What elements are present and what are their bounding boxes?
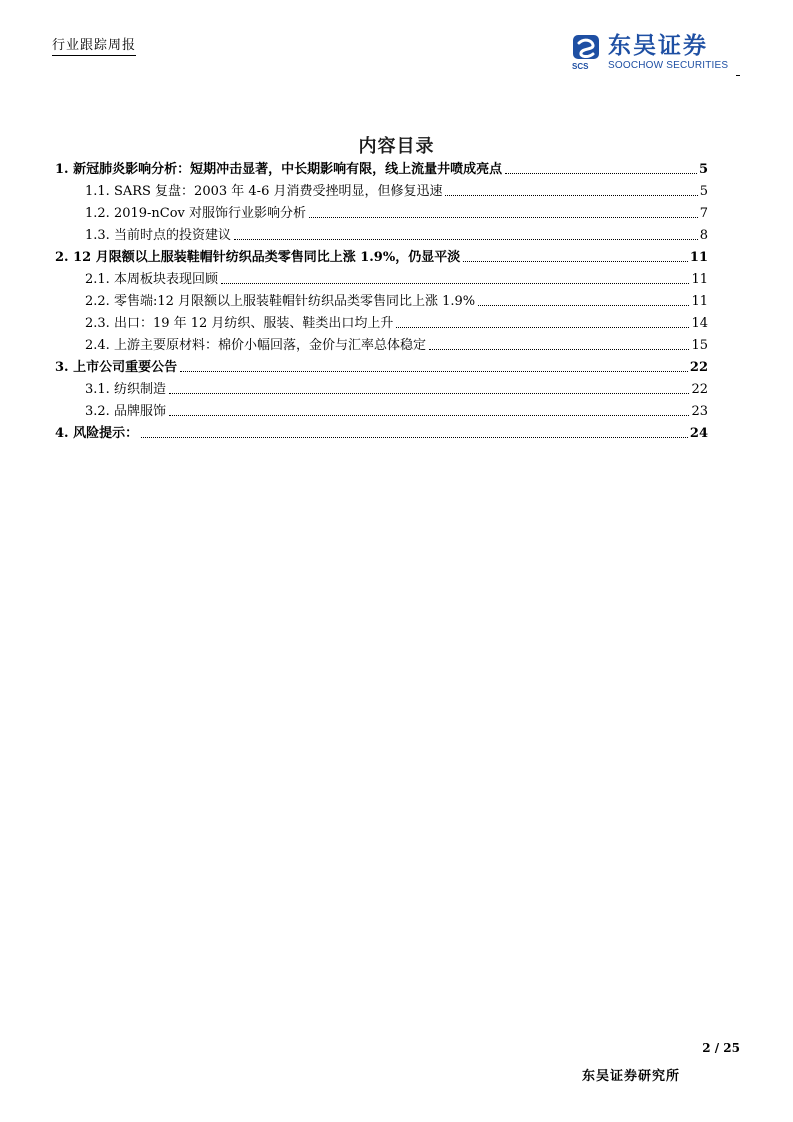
toc-entry[interactable] — [85, 271, 708, 288]
toc-entry[interactable] — [85, 315, 708, 332]
toc-entry-page: 5 — [699, 184, 708, 199]
toc-leader-dots — [463, 261, 688, 262]
toc-entry-page: 15 — [691, 338, 708, 353]
toc-leader-dots — [309, 217, 698, 218]
toc-entry[interactable] — [55, 161, 708, 178]
toc-entry-label: 2.1. 本周板块表现回顾 — [85, 272, 218, 287]
toc-entry[interactable] — [55, 359, 708, 376]
toc-entry-page: 14 — [691, 316, 708, 331]
page-indicator: 2 / 25 — [702, 1041, 740, 1055]
toc-entry-page: 5 — [698, 162, 708, 177]
toc-entry-label: 1.2. 2019-nCov 对服饰行业影响分析 — [85, 206, 307, 221]
toc-entry-page: 11 — [691, 294, 708, 309]
toc-entry-page: 11 — [689, 250, 708, 265]
toc-entry-label: 3.2. 品牌服饰 — [85, 404, 166, 419]
toc-leader-dots — [478, 305, 689, 306]
logo-chinese-name: 东吴证券 — [608, 33, 708, 59]
toc-entry-label: 1. 新冠肺炎影响分析：短期冲击显著，中长期影响有限，线上流量井喷成亮点 — [55, 162, 503, 177]
company-logo — [570, 32, 740, 74]
footer-organization: 东吴证券研究所 — [582, 1069, 681, 1084]
toc-leader-dots — [180, 371, 688, 372]
logo-english-name: SOOCHOW SECURITIES — [608, 60, 729, 71]
toc-leader-dots — [505, 173, 697, 174]
toc-entry-label: 2. 12 月限额以上服装鞋帽针纺织品类零售同比上涨 1.9%，仍显平淡 — [55, 250, 461, 265]
toc-entry-page: 7 — [699, 206, 708, 221]
toc-entry[interactable] — [85, 403, 708, 420]
toc-leader-dots — [429, 349, 690, 350]
toc-entry[interactable] — [85, 337, 708, 354]
toc-entry-label: 2.3. 出口：19 年 12 月纺织、服装、鞋类出口均上升 — [85, 316, 394, 331]
toc-entry-label: 1.1. SARS 复盘：2003 年 4-6 月消费受挫明显，但修复迅速 — [85, 184, 443, 199]
toc-entry[interactable] — [55, 249, 708, 266]
toc-entry-page: 22 — [691, 382, 708, 397]
toc-leader-dots — [169, 393, 690, 394]
toc-entry[interactable] — [85, 227, 708, 244]
toc-entry-page: 11 — [691, 272, 708, 287]
toc-entry-label: 2.2. 零售端:12 月限额以上服装鞋帽针纺织品类零售同比上涨 1.9% — [85, 294, 476, 309]
toc-entry[interactable] — [85, 293, 708, 310]
toc-entry[interactable] — [85, 381, 708, 398]
toc-title: 内容目录 — [358, 136, 435, 157]
toc-leader-dots — [221, 283, 690, 284]
toc-entry-label: 4. 风险提示： — [55, 426, 139, 441]
toc-entry-label: 3.1. 纺织制造 — [85, 382, 166, 397]
toc-entry[interactable] — [85, 205, 708, 222]
toc-leader-dots — [396, 327, 689, 328]
toc-entry[interactable] — [55, 425, 708, 442]
toc-entry-page: 22 — [689, 360, 708, 375]
toc-entry-page: 23 — [691, 404, 708, 419]
logo-abbreviation: SCS — [572, 62, 589, 71]
report-type-label: 行业跟踪周报 — [52, 38, 136, 56]
toc-entry[interactable] — [85, 183, 708, 200]
toc-entry-label: 1.3. 当前时点的投资建议 — [85, 228, 231, 243]
toc-leader-dots — [445, 195, 697, 196]
toc-entry-label: 3. 上市公司重要公告 — [55, 360, 178, 375]
toc-entry-label: 2.4. 上游主要原材料：棉价小幅回落，金价与汇率总体稳定 — [85, 338, 426, 353]
toc-leader-dots — [234, 239, 698, 240]
toc-entry-page: 24 — [689, 426, 708, 441]
toc-entry-page: 8 — [699, 228, 708, 243]
header-divider — [736, 75, 740, 76]
toc-leader-dots — [169, 415, 690, 416]
toc-leader-dots — [141, 437, 688, 438]
